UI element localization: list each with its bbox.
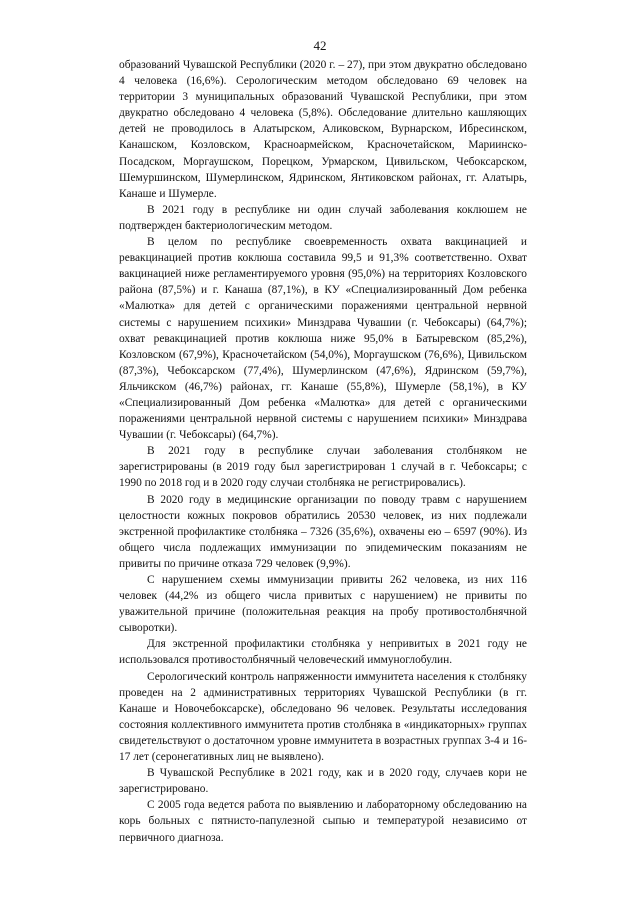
- paragraph-tetanus-cases: В 2021 году в республике случаи заболевания столбняком не зарегистрированы (в 2019 году был зарегистрирован 1 случай в г. Чебоксары; с 1990 по 2018 год и в 2020 году случаи столбняка не регистрировались).: [119, 445, 527, 490]
- paragraph-pertussis-vaccination: В целом по республике своевременность охвата вакцинацией и ревакцинацией против коклюша составила 99,5 и 91,3% соответственно. Охват вакцинацией ниже регламентируемого уровня (95,0%) на территориях Козловского района (87,5%) и г. Канаша (87,1%), в КУ «Специализированный Дом ребенка «Малютка» для детей с органическими поражениями центральной нервной системы с нарушением психики» Минздрава Чувашии (г. Чебоксары) (64,7%); охват ревакцинацией против коклюша ниже 95,0% в Батыревском (85,2%), Козловском (67,9%), Красночетайском (54,0%), Моргаушском (76,6%), Цивильском (87,3%), Чебоксарском (77,4%), Шумерлинском (47,6%), Ядринском (59,7%), Яльчикском (46,7%) районах, гг. Канаше (55,8%), Шумерле (58,1%), в КУ «Специализированный Дом ребенка «Малютка» для детей с органическими поражениями центральной нервной системы с нарушением психики» Минздрава Чувашии (г. Чебоксары) (64,7%).: [119, 236, 527, 442]
- page-number: 42: [313, 38, 327, 53]
- paragraph-measles-surveillance: С 2005 года ведется работа по выявлению и лабораторному обследованию на корь больных с пятнисто-папулезной сыпью и температурой независимо от первичного диагноза.: [119, 799, 527, 844]
- paragraph-tetanus-immunoglobulin: Для экстренной профилактики столбняка у непривитых в 2021 году не использовался противостолбнячный человеческий иммуноглобулин.: [119, 638, 527, 667]
- paragraph-tetanus-prophylaxis: В 2020 году в медицинские организации по поводу травм с нарушением целостности кожных покровов обратились 20530 человек, из них подлежали экстренной профилактике столбняка – 7326 (35,6%), охвачены ею – 6597 (90%). Из общего числа подлежащих иммунизации по эпидемическим показаниям не привиты по причине отказа 729 человек (9,9%).: [119, 493, 527, 570]
- paragraph-pertussis-examination: образований Чувашской Республики (2020 г. – 27), при этом двукратно обследовано 4 человека (16,6%). Серологическим методом обследовано 69 человек на территории 3 муниципальных образований Чувашской Республики, при этом двукратно обследовано 4 человека (5,8%). Обследование длительно кашляющих детей не проводилось в Алатырском, Аликовском, Вурнарском, Ибресинском, Канашском, Козловском, Красноармейском, Красночетайском, Мариинско-Посадском, Моргаушском, Порецком, Урмарском, Цивильском, Чебоксарском, Шемуршинском, Шумерлинском, Ядринском, Янтиковском районах, гг. Алатырь, Канаше и Шумерле.: [119, 59, 527, 200]
- paragraph-tetanus-serology: Серологический контроль напряженности иммунитета населения к столбняку проведен на 2 административных территориях Чувашской Республики (в гг. Канаше и Новочебоксарске), обследовано 96 человек. Результаты исследования состояния коллективного иммунитета против столбняка в «индикаторных» группах свидетельствуют о достаточном уровне иммунитета в возрастных группах 3-4 и 16-17 лет (серонегативных лиц не выявлено).: [119, 670, 527, 764]
- document-body: [119, 57, 527, 846]
- paragraph-tetanus-schedule-violation: С нарушением схемы иммунизации привиты 262 человека, из них 116 человек (44,2% из общего числа привитых с нарушением) не привиты по уважительной причине (положительная реакция на пробу противостолбнячной сыворотки).: [119, 574, 527, 635]
- paragraph-pertussis-bacteriology: В 2021 году в республике ни один случай заболевания коклюшем не подтвержден бактериологическим методом.: [119, 203, 527, 232]
- paragraph-measles-cases: В Чувашской Республике в 2021 году, как и в 2020 году, случаев кори не зарегистрировано.: [119, 767, 527, 796]
